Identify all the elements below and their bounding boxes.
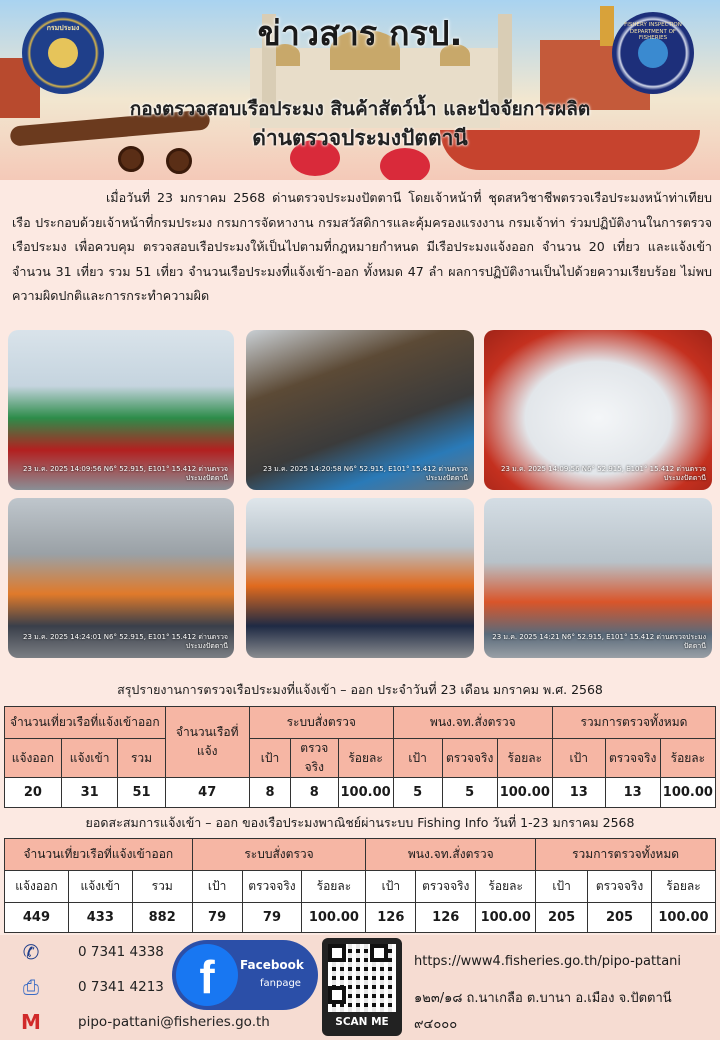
header-target: เป้า	[536, 871, 588, 903]
header-actual: ตรวจจริง	[416, 871, 476, 903]
photo-crew-inspection	[8, 498, 234, 658]
header-percent: ร้อยละ	[497, 739, 552, 778]
cell-sys-actual: 79	[242, 903, 302, 933]
header-actual: ตรวจจริง	[605, 739, 660, 778]
cell-pn-actual: 126	[416, 903, 476, 933]
header-trips: จำนวนเที่ยวเรือที่แจ้งเข้าออก	[5, 839, 193, 871]
qr-finder	[328, 944, 346, 962]
daily-report-caption: สรุปรายงานการตรวจเรือประมงที่แจ้งเข้า – ออก ประจำวันที่ 23 เดือน มกราคม พ.ศ. 2568	[117, 682, 603, 697]
qr-finder	[370, 944, 388, 962]
cell-in: 31	[61, 778, 118, 808]
header-percent: ร้อยละ	[338, 739, 393, 778]
phone-number[interactable]: 0 7341 4338	[78, 944, 164, 960]
cell-pn-pct: 100.00	[476, 903, 536, 933]
cell-out: 20	[5, 778, 62, 808]
header-in: แจ้งเข้า	[61, 739, 118, 778]
logo-left-text: กรมประมง	[46, 24, 80, 32]
facebook-label: Facebook	[240, 958, 304, 972]
cell-sys-target: 8	[249, 778, 290, 808]
qr-finder	[328, 986, 346, 1004]
fax-number[interactable]: 0 7341 4213	[78, 979, 164, 995]
cumulative-report-table	[4, 838, 716, 933]
facebook-icon: f	[176, 944, 238, 1006]
daily-report-table	[4, 706, 716, 808]
header-target: เป้า	[249, 739, 290, 778]
photo-stamp: 23 ม.ค. 2025 14:09:56 N6° 52.915, E101° 15.412 ด่านตรวจประมงปัตตานี	[23, 465, 228, 482]
cell-tot-target: 205	[536, 903, 588, 933]
header-target: เป้า	[393, 739, 442, 778]
photo-group	[484, 498, 712, 658]
header-target: เป้า	[366, 871, 416, 903]
logo-right-text: FISHERY INSPECTION DEPARTMENT OF FISHERIES	[624, 22, 682, 42]
cell-tot-pct: 100.00	[660, 778, 715, 808]
cell-tot-actual: 205	[588, 903, 652, 933]
table-subheader-row	[5, 739, 716, 778]
header-percent: ร้อยละ	[651, 871, 715, 903]
cell-sum: 51	[118, 778, 165, 808]
cell-sys-actual: 8	[291, 778, 338, 808]
email-address[interactable]: pipo-pattani@fisheries.go.th	[78, 1014, 270, 1030]
qr-code[interactable]	[322, 938, 402, 1036]
header-system: ระบบสั่งตรวจ	[249, 707, 393, 739]
photo-stamp: 23 ม.ค. 2025 14:24:01 N6° 52.915, E101° 15.412 ด่านตรวจประมงปัตตานี	[23, 633, 228, 650]
header-pnng: พนง.จท.สั่งตรวจ	[393, 707, 552, 739]
cell-tot-pct: 100.00	[651, 903, 715, 933]
cell-sys-pct: 100.00	[302, 903, 366, 933]
header-out: แจ้งออก	[5, 871, 69, 903]
table-row	[5, 778, 716, 808]
header-percent: ร้อยละ	[476, 871, 536, 903]
header-out: แจ้งออก	[5, 739, 62, 778]
header-pnng: พนง.จท.สั่งตรวจ	[366, 839, 536, 871]
news-paragraph: เมื่อวันที่ 23 มกราคม 2568 ด่านตรวจประมงปัตตานี โดยเจ้าหน้าที่ ชุดสหวิชาชีพตรวจเรือประมงหน้าท่าเทียบเรือ ประกอบด้วยเจ้าหน้าที่กรมประมง กรมการจัดหางาน กรมสวัสดิการและคุ้มครองแรงงาน กรมเจ้าท่า ร่วมปฏิบัติงานในการตรวจเรือประมง เพื่อควบคุม ตรวจสอบเรือประมงให้เป็นไปตามที่กฎหมายกำหนด มีเรือประมงแจ้งออก จำนวน 20 เที่ยว และแจ้งเข้าจำนวน 31 เที่ยว รวม 51 เที่ยว จำนวนเรือประมงที่แจ้งเข้า-ออก ทั้งหมด 47 ลำ ผลการปฏิบัติงานเป็นไปด้วยความเรียบร้อย ไม่พบความผิดปกติและการกระทำความผิด	[12, 190, 712, 303]
cell-sys-target: 79	[192, 903, 242, 933]
cell-tot-target: 13	[552, 778, 605, 808]
table-subheader-row	[5, 871, 716, 903]
photo-stamp: 23 ม.ค. 2025 14:21 N6° 52.915, E101° 15.412 ด่านตรวจประมงปัตตานี	[492, 633, 706, 650]
cell-tot-actual: 13	[605, 778, 660, 808]
header-sum: รวม	[132, 871, 192, 903]
cell-pn-target: 5	[393, 778, 442, 808]
email-icon: M	[21, 1010, 41, 1034]
photo-nets-drums	[246, 330, 474, 490]
header-banner	[0, 0, 720, 180]
facebook-sub-label: fanpage	[260, 978, 301, 989]
photo-fishing-vessel	[8, 330, 234, 490]
fax-icon: ⎙	[23, 975, 39, 999]
header-percent: ร้อยละ	[660, 739, 715, 778]
header-trips: จำนวนเที่ยวเรือที่แจ้งเข้าออก	[5, 707, 166, 739]
website-link[interactable]: https://www4.fisheries.go.th/pipo-pattani	[414, 954, 682, 969]
header-actual: ตรวจจริง	[242, 871, 302, 903]
cell-pn-target: 126	[366, 903, 416, 933]
table-header-row	[5, 707, 716, 739]
header-in: แจ้งเข้า	[68, 871, 132, 903]
header-target: เป้า	[192, 871, 242, 903]
header-total: รวมการตรวจทั้งหมด	[552, 707, 715, 739]
cell-pn-actual: 5	[442, 778, 497, 808]
table-header-row	[5, 839, 716, 871]
header-actual: ตรวจจริง	[588, 871, 652, 903]
cell-sys-pct: 100.00	[338, 778, 393, 808]
header-percent: ร้อยละ	[302, 871, 366, 903]
photo-document-check	[246, 498, 474, 658]
office-address: ๑๒๓/๑๘ ถ.นาเกลือ ต.บานา อ.เมือง จ.ปัตตานี ๙๔๐๐๐	[414, 991, 672, 1032]
photo-ice-hold	[484, 330, 712, 490]
header-actual: ตรวจจริง	[442, 739, 497, 778]
phone-icon: ✆	[22, 940, 40, 964]
checkpoint-name: ด่านตรวจประมงปัตตานี	[252, 126, 468, 150]
header-system: ระบบสั่งตรวจ	[192, 839, 366, 871]
cell-out: 449	[5, 903, 69, 933]
header-boats: จำนวนเรือที่แจ้ง	[165, 707, 249, 778]
facebook-fanpage-button[interactable]	[172, 940, 318, 1010]
header-sum: รวม	[118, 739, 165, 778]
header-total: รวมการตรวจทั้งหมด	[536, 839, 716, 871]
photo-stamp: 23 ม.ค. 2025 14:09:56 N6° 52.915, E101° 15.412 ด่านตรวจประมงปัตตานี	[501, 465, 706, 482]
cell-boats: 47	[165, 778, 249, 808]
cell-pn-pct: 100.00	[497, 778, 552, 808]
cell-sum: 882	[132, 903, 192, 933]
page-title: ข่าวสาร กรป.	[257, 14, 463, 54]
division-name: กองตรวจสอบเรือประมง สินค้าสัตว์น้ำ และปัจจัยการผลิต	[129, 98, 591, 120]
photo-stamp: 23 ม.ค. 2025 14:20:58 N6° 52.915, E101° 15.412 ด่านตรวจประมงปัตตานี	[263, 465, 468, 482]
cell-in: 433	[68, 903, 132, 933]
header-target: เป้า	[552, 739, 605, 778]
header-actual: ตรวจจริง	[291, 739, 338, 778]
table-row	[5, 903, 716, 933]
scan-me-label: SCAN ME	[335, 1016, 389, 1028]
cumulative-report-caption: ยอดสะสมการแจ้งเข้า – ออก ของเรือประมงพาณิชย์ผ่านระบบ Fishing Info วันที่ 1-23 มกราคม 2568	[85, 815, 635, 830]
